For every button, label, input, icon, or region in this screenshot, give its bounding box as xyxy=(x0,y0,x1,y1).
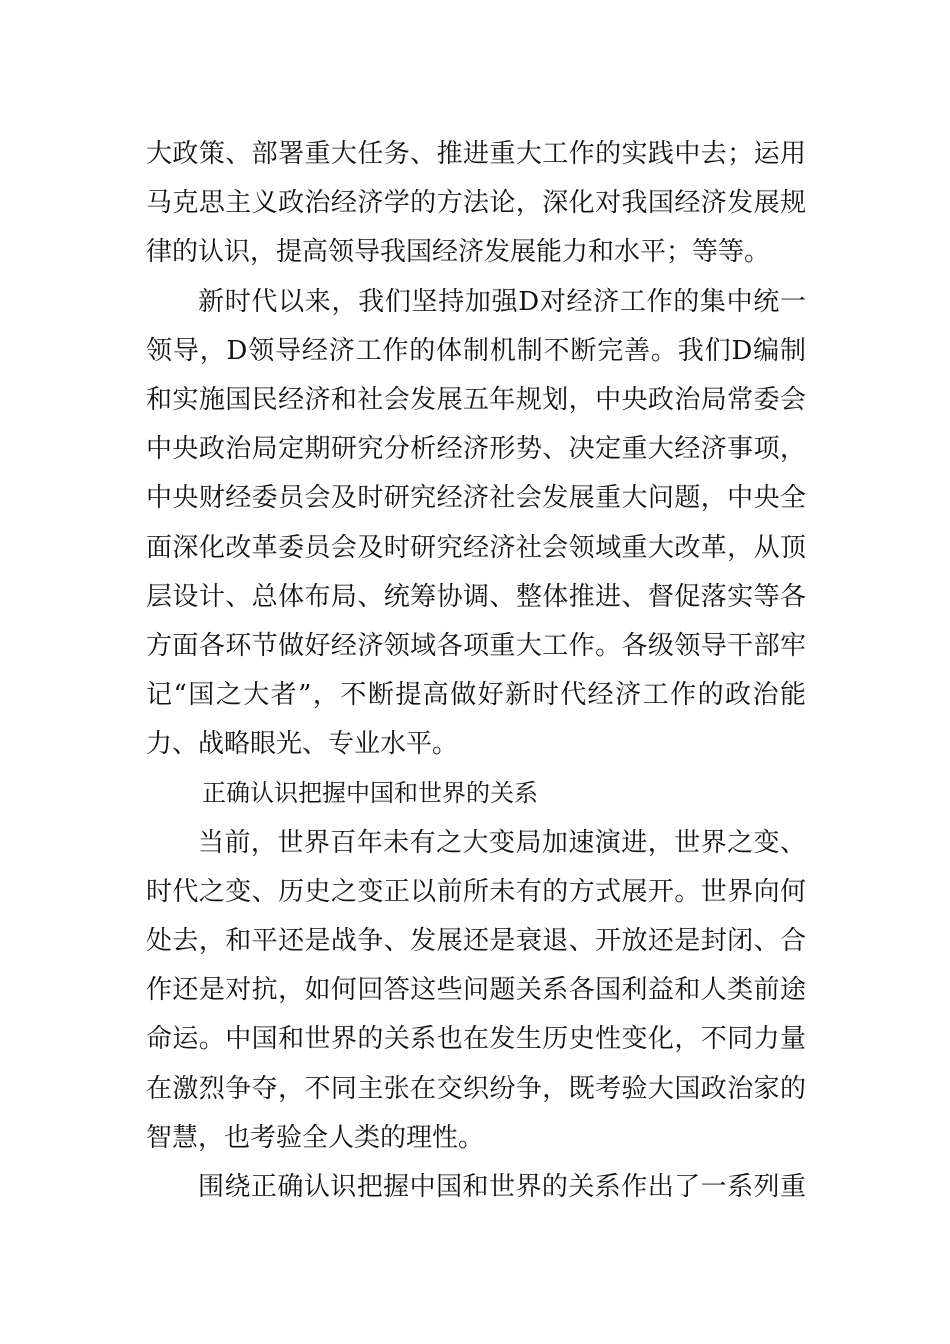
text-line: 新时代以来，我们坚持加强D对经济工作的集中统一 xyxy=(198,286,806,317)
text-line: 领导，D领导经济工作的体制机制不断完善。我们D编制 xyxy=(146,335,806,366)
text-line: 时代之变、历史之变正以前所未有的方式展开。世界向何 xyxy=(146,876,806,907)
text-line: 力、战略眼光、专业水平。 xyxy=(146,729,459,760)
text-line: 层设计、总体布局、统筹协调、整体推进、督促落实等各 xyxy=(146,581,806,612)
text-line: 命运。中国和世界的关系也在发生历史性变化，不同力量 xyxy=(146,1024,806,1055)
document-body xyxy=(146,130,806,1212)
paragraph-1 xyxy=(146,130,806,278)
text-line: 马克思主义政治经济学的方法论，深化对我国经济发展规 xyxy=(146,188,806,219)
text-line: 中央政治局定期研究分析经济形势、决定重大经济事项， xyxy=(146,434,806,465)
text-line: 围绕正确认识把握中国和世界的关系作出了一系列重 xyxy=(198,1171,806,1202)
text-line: 方面各环节做好经济领域各项重大工作。各级领导干部牢 xyxy=(146,630,806,661)
text-line: 记“国之大者”，不断提高做好新时代经济工作的政治能 xyxy=(146,680,806,711)
text-line: 在激烈争夺，不同主张在交织纷争，既考验大国政治家的 xyxy=(146,1073,806,1104)
text-line: 智慧，也考验全人类的理性。 xyxy=(146,1122,485,1153)
text-line: 当前，世界百年未有之大变局加速演进，世界之变、 xyxy=(198,827,806,858)
text-line: 律的认识，提高领导我国经济发展能力和水平；等等。 xyxy=(146,237,771,268)
text-line: 处去，和平还是战争、发展还是衰退、开放还是封闭、合 xyxy=(146,926,806,956)
section-heading: 正确认识把握中国和世界的关系 xyxy=(202,779,538,808)
paragraph-3 xyxy=(146,819,806,1163)
text-line: 中央财经委员会及时研究经济社会发展重大问题，中央全 xyxy=(146,483,806,514)
text-line: 和实施国民经济和社会发展五年规划，中央政治局常委会 xyxy=(146,384,806,415)
text-line: 作还是对抗，如何回答这些问题关系各国利益和人类前途 xyxy=(146,975,806,1006)
text-line: 面深化改革委员会及时研究经济社会领域重大改革，从顶 xyxy=(146,532,806,563)
paragraph-4 xyxy=(146,1163,806,1212)
paragraph-2 xyxy=(146,278,806,770)
text-line: 大政策、部署重大任务、推进重大工作的实践中去；运用 xyxy=(146,139,806,169)
